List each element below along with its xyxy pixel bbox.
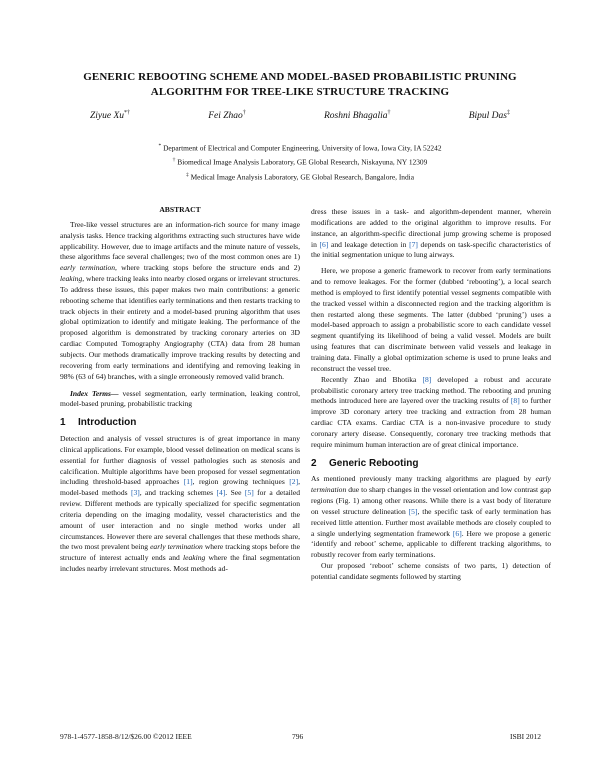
citation-link[interactable]: [8] — [422, 374, 432, 384]
citation-link[interactable]: [1] — [183, 477, 193, 487]
title-line-1: GENERIC REBOOTING SCHEME AND MODEL-BASED PROBABILISTIC PRUNING — [83, 71, 517, 83]
page-number: 796 — [292, 732, 304, 741]
footer-copyright: 978-1-4577-1858-8/12/$26.00 ©2012 IEEE — [60, 732, 192, 741]
paper-title — [60, 70, 540, 100]
right-column — [311, 207, 551, 583]
citation-link[interactable]: [2] — [289, 477, 299, 487]
related-work-paragraph: Recently Zhao and Bhotika [8] developed a robust and accurate probabilistic coronary artery tree tracking method. The rebooting and pruning methods introduced here are layered over the tracking results of [8] to further improve 3D coronary artery tree tracking and extraction from 28 human cardiac CTA exams. Cardiac CTA is a non-invasive procedure to study coronary artery disease. Consequently, coronary tree tracking methods that require minimum human interaction are of great clinical importance. — [311, 374, 551, 449]
citation-link[interactable]: [5] — [408, 506, 418, 516]
author-list — [90, 110, 510, 121]
affiliation: † Biomedical Image Analysis Laboratory, GE Global Research, Niskayuna, NY 12309 — [172, 157, 428, 167]
citation-link[interactable]: [8] — [510, 396, 520, 406]
author: Bipul Das‡ — [468, 110, 510, 122]
intro-paragraph: Detection and analysis of vessel structures is of great importance in many clinical applications. For example, blood vessel delineation on medical scans is essential for further diagnosis of vessel pathologies such as stenosis and calcification. Multiple algorithms have been proposed for vessel segmentation including threshold-based approaches [1], region growing techniques [2], model-based methods [3], and tracking schemes [4]. See [5] for a detailed review. Different methods are typically specialized for specific segmentation criteria depending on the imaging modality, vessel characteristics and the amount of user interaction and no single method works under all circumstances. However there are several challenges that these methods share, the two most prevalent being early termination where tracking stops before the structure of interest actually ends and leaking where the final segmentation includes nearby irrelevant structures. Most methods ad- — [60, 434, 301, 574]
citation-link[interactable]: [7] — [409, 239, 418, 249]
author: Roshni Bhagalia† — [323, 110, 391, 122]
affiliation: ‡ Medical Image Analysis Laboratory, GE Global Research, Bangalore, India — [185, 171, 415, 182]
left-column — [60, 205, 300, 575]
citation-link[interactable]: [4] — [216, 488, 226, 498]
abstract-text: Tree-like vessel structures are an information-rich source for many image analysis tasks. Hence tracking algorithms extracting such structures have wide applicability. However, due to image artifacts and the minute nature of vessels, these algorithms face several challenges; two of the most common ones are 1) early termination, where tracking stops before the structure ends and 2) leaking, where tracking leaks into nearby closed organs or irrelevant structures. To address these issues, this paper makes two main contributions: a generic rebooting scheme that identifies early terminations and then restarts tracking to track objects in their entirety and a model-based pruning algorithm that uses global optimization to identify and mitigate leaking. The performance of the proposed algorithm is demonstrated by tracking coronary arteries on 3D cardiac Computed Tomography Angiography (CTA) data from 28 human subjects. Our methods dramatically improve tracking results by detecting and recovering from early terminations and identifying and removing leaking in 98% (63 of 64) branches, with a single erroneously removed valid branch. — [60, 219, 300, 381]
abstract-heading: ABSTRACT — [159, 205, 201, 214]
section-heading-introduction: 1 Introduction — [60, 417, 137, 429]
reboot-scheme-paragraph: Our proposed ‘reboot’ scheme consists of two parts, 1) detection of potential candidate segments followed by starting — [311, 561, 551, 581]
affiliation: * Department of Electrical and Computer Engineering, University of Iowa, Iowa City, IA 52242 — [158, 143, 442, 153]
footer-venue: ISBI 2012 — [510, 732, 542, 741]
author: Ziyue Xu*† — [90, 110, 131, 122]
intro-continued-paragraph: dress these issues in a task- and algorithm-dependent manner, wherein modifications are added to the original algorithm to improve results. For instance, an algorithm-specific directional jump growing scheme is proposed in [6] and leakage detection in [7] depends on task-specific characteristics of the initial segmentation unique to lung airways. — [311, 207, 552, 260]
rebooting-paragraph: As mentioned previously many tracking algorithms are plagued by early termination due to sharp changes in the vessel orientation and low contrast gap regions (Fig. 1) among other reasons. While there is a vast body of literature on vessel structure delineation [5], the specific task of early termination has received little attention. Further most available methods are closely coupled to a single underlying segmentation framework [6]. Here we propose a generic ‘identify and reboot’ scheme, applicable to different tracking algorithms, to robustly recover from early terminations. — [311, 474, 551, 560]
section-heading-generic-rebooting: 2 Generic Rebooting — [311, 457, 419, 469]
affiliations — [60, 140, 540, 183]
title-line-2: ALGORITHM FOR TREE-LIKE STRUCTURE TRACKING — [150, 86, 450, 98]
framework-paragraph: Here, we propose a generic framework to recover from early terminations and to remove leakages. For the former (dubbed ‘rebooting’), a local search method is employed to first identify potential vessel segments compatible with the tracked vessel within a disconnected region and the tracking algorithm is then restarted along these segments. The latter (dubbed ‘pruning’) uses a model-based approach to assign a probabilistic score to each candidate vessel segment quantifying its likelihood of being a valid vessel. Models are built using features that can discriminate between valid vessels and leakage in training data. Finally a global optimization scheme is used to prune leaks and reconstruct the vessel tree. — [311, 266, 551, 373]
citation-link[interactable]: [3] — [130, 488, 140, 498]
index-terms: Index Terms— vessel segmentation, early termination, leaking control, model-based pruning, probabilistic tracking — [60, 388, 300, 409]
citation-link[interactable]: [6] — [452, 528, 462, 538]
citation-link[interactable]: [6] — [319, 239, 329, 249]
author: Fei Zhao† — [208, 110, 246, 122]
citation-link[interactable]: [5] — [244, 488, 254, 498]
